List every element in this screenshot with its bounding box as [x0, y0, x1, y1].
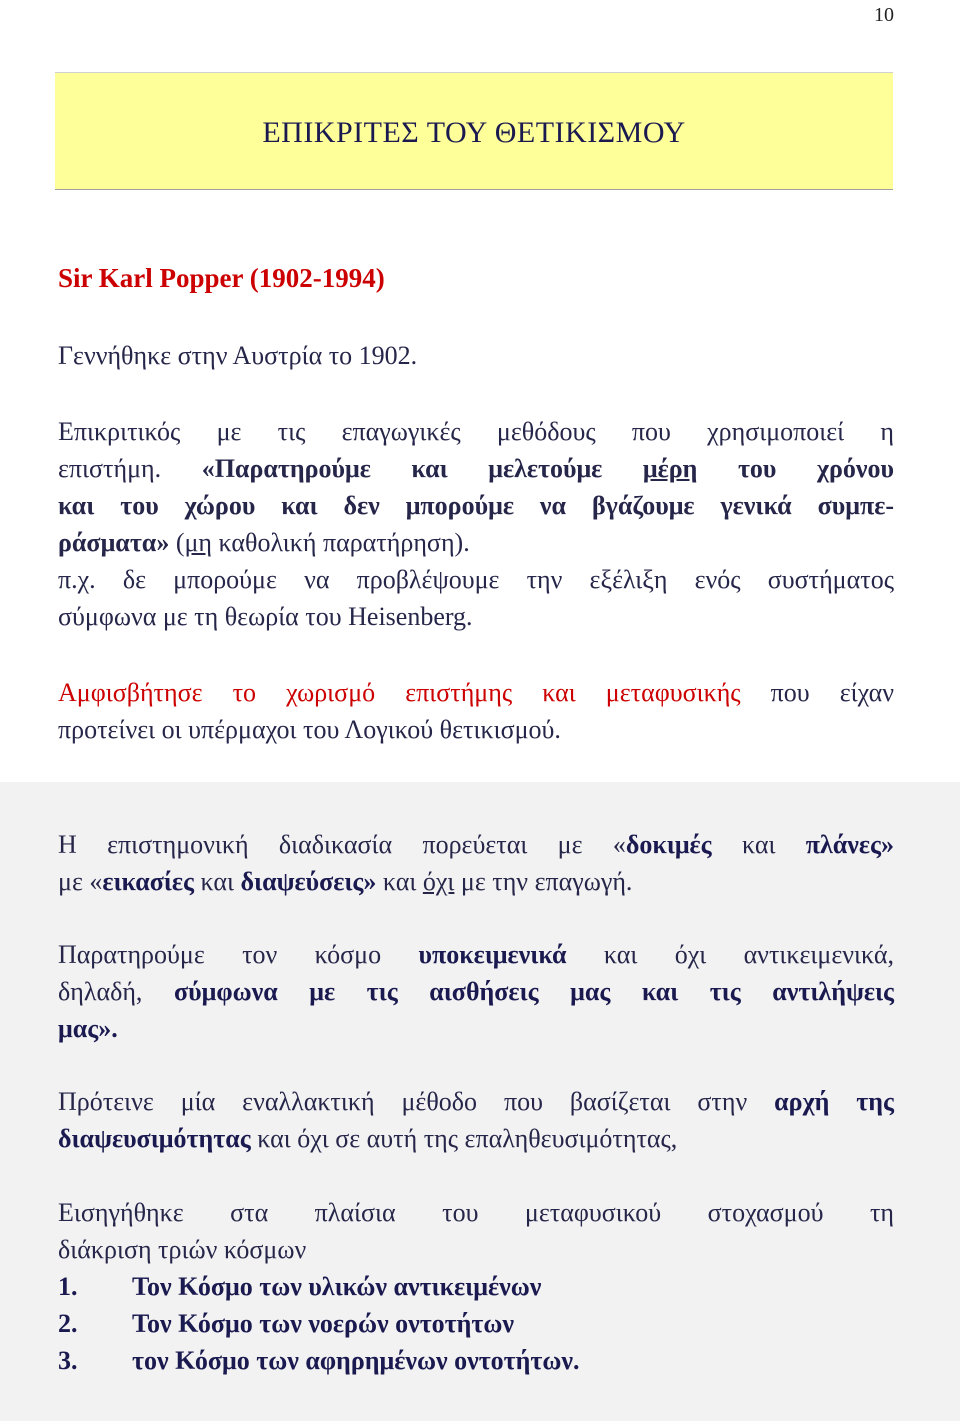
- paragraph-subjective: [58, 936, 894, 1047]
- para5-line1: Πρότεινε μία εναλλακτική μέθοδο που βασίζεται στην αρχή της: [58, 1087, 894, 1116]
- para4-line3: μας».: [58, 1014, 118, 1043]
- para1-line4: ράσματα» (μη καθολική παρατήρηση).: [58, 528, 470, 557]
- paragraph-trial-error: [58, 826, 894, 900]
- para4-line2: δηλαδή, σύμφωνα με τις αισθήσεις μας και τις αντιλήψεις: [58, 977, 894, 1006]
- para2-line1: Αμφισβήτησε το χωρισμό επιστήμης και μεταφυσικής που είχαν: [58, 678, 894, 707]
- para1-line3: και του χώρου και δεν μπορούμε να βγάζουμε γενικά συμπε-: [58, 491, 894, 520]
- title-banner: [55, 72, 893, 190]
- popper-heading: Sir Karl Popper (1902-1994): [58, 263, 385, 293]
- paragraph-metaphysics: [58, 674, 894, 748]
- list-number: 1.: [58, 1272, 78, 1301]
- para6-line1: Εισηγήθηκε στα πλαίσια του μεταφυσικού στοχασμού τη: [58, 1198, 894, 1227]
- list-text: Τον Κόσμο των νοερών οντοτήτων: [132, 1309, 515, 1338]
- birth-line: Γεννήθηκε στην Αυστρία το 1902.: [58, 341, 418, 370]
- para1-line6: σύμφωνα με τη θεωρία του Heisenberg.: [58, 602, 473, 631]
- list-text: τον Κόσμο των αφηρημένων οντοτήτων.: [132, 1346, 580, 1375]
- list-text: Τον Κόσμο των υλικών αντικειμένων: [132, 1272, 542, 1301]
- paragraph-induction-critique: [58, 413, 894, 635]
- list-number: 3.: [58, 1346, 78, 1375]
- page-number: 10: [874, 4, 894, 26]
- para1-line1: Επικριτικός με τις επαγωγικές μεθόδους που χρησιμοποιεί η: [58, 417, 894, 446]
- para5-line2: διαψευσιμότητας και όχι σε αυτή της επαληθευσιμότητας,: [58, 1124, 678, 1153]
- para6-line2: διάκριση τριών κόσμων: [58, 1235, 307, 1264]
- page-title: ΕΠΙΚΡΙΤΕΣ ΤΟΥ ΘΕΤΙΚΙΣΜΟΥ: [262, 116, 686, 149]
- para2-line2: προτείνει οι υπέρμαχοι του Λογικού θετικισμού.: [58, 715, 561, 744]
- list-item: [58, 1305, 894, 1342]
- para4-line1: Παρατηρούμε τον κόσμο υποκειμενικά και όχι αντικειμενικά,: [58, 940, 895, 969]
- list-item: [58, 1268, 894, 1305]
- para3-line1: Η επιστημονική διαδικασία πορεύεται με «δοκιμές και πλάνες»: [58, 830, 894, 859]
- paragraph-falsifiability: [58, 1083, 894, 1157]
- para1-line5: π.χ. δε μπορούμε να προβλέψουμε την εξέλιξη ενός συστήματος: [58, 565, 894, 594]
- para3-line2: με «εικασίες και διαψεύσεις» και όχι με την επαγωγή.: [58, 867, 633, 896]
- para1-line2: επιστήμη. «Παρατηρούμε και μελετούμε μέρη του χρόνου: [58, 454, 895, 483]
- list-number: 2.: [58, 1309, 78, 1338]
- paragraph-three-worlds: [58, 1194, 894, 1379]
- list-item: [58, 1342, 894, 1379]
